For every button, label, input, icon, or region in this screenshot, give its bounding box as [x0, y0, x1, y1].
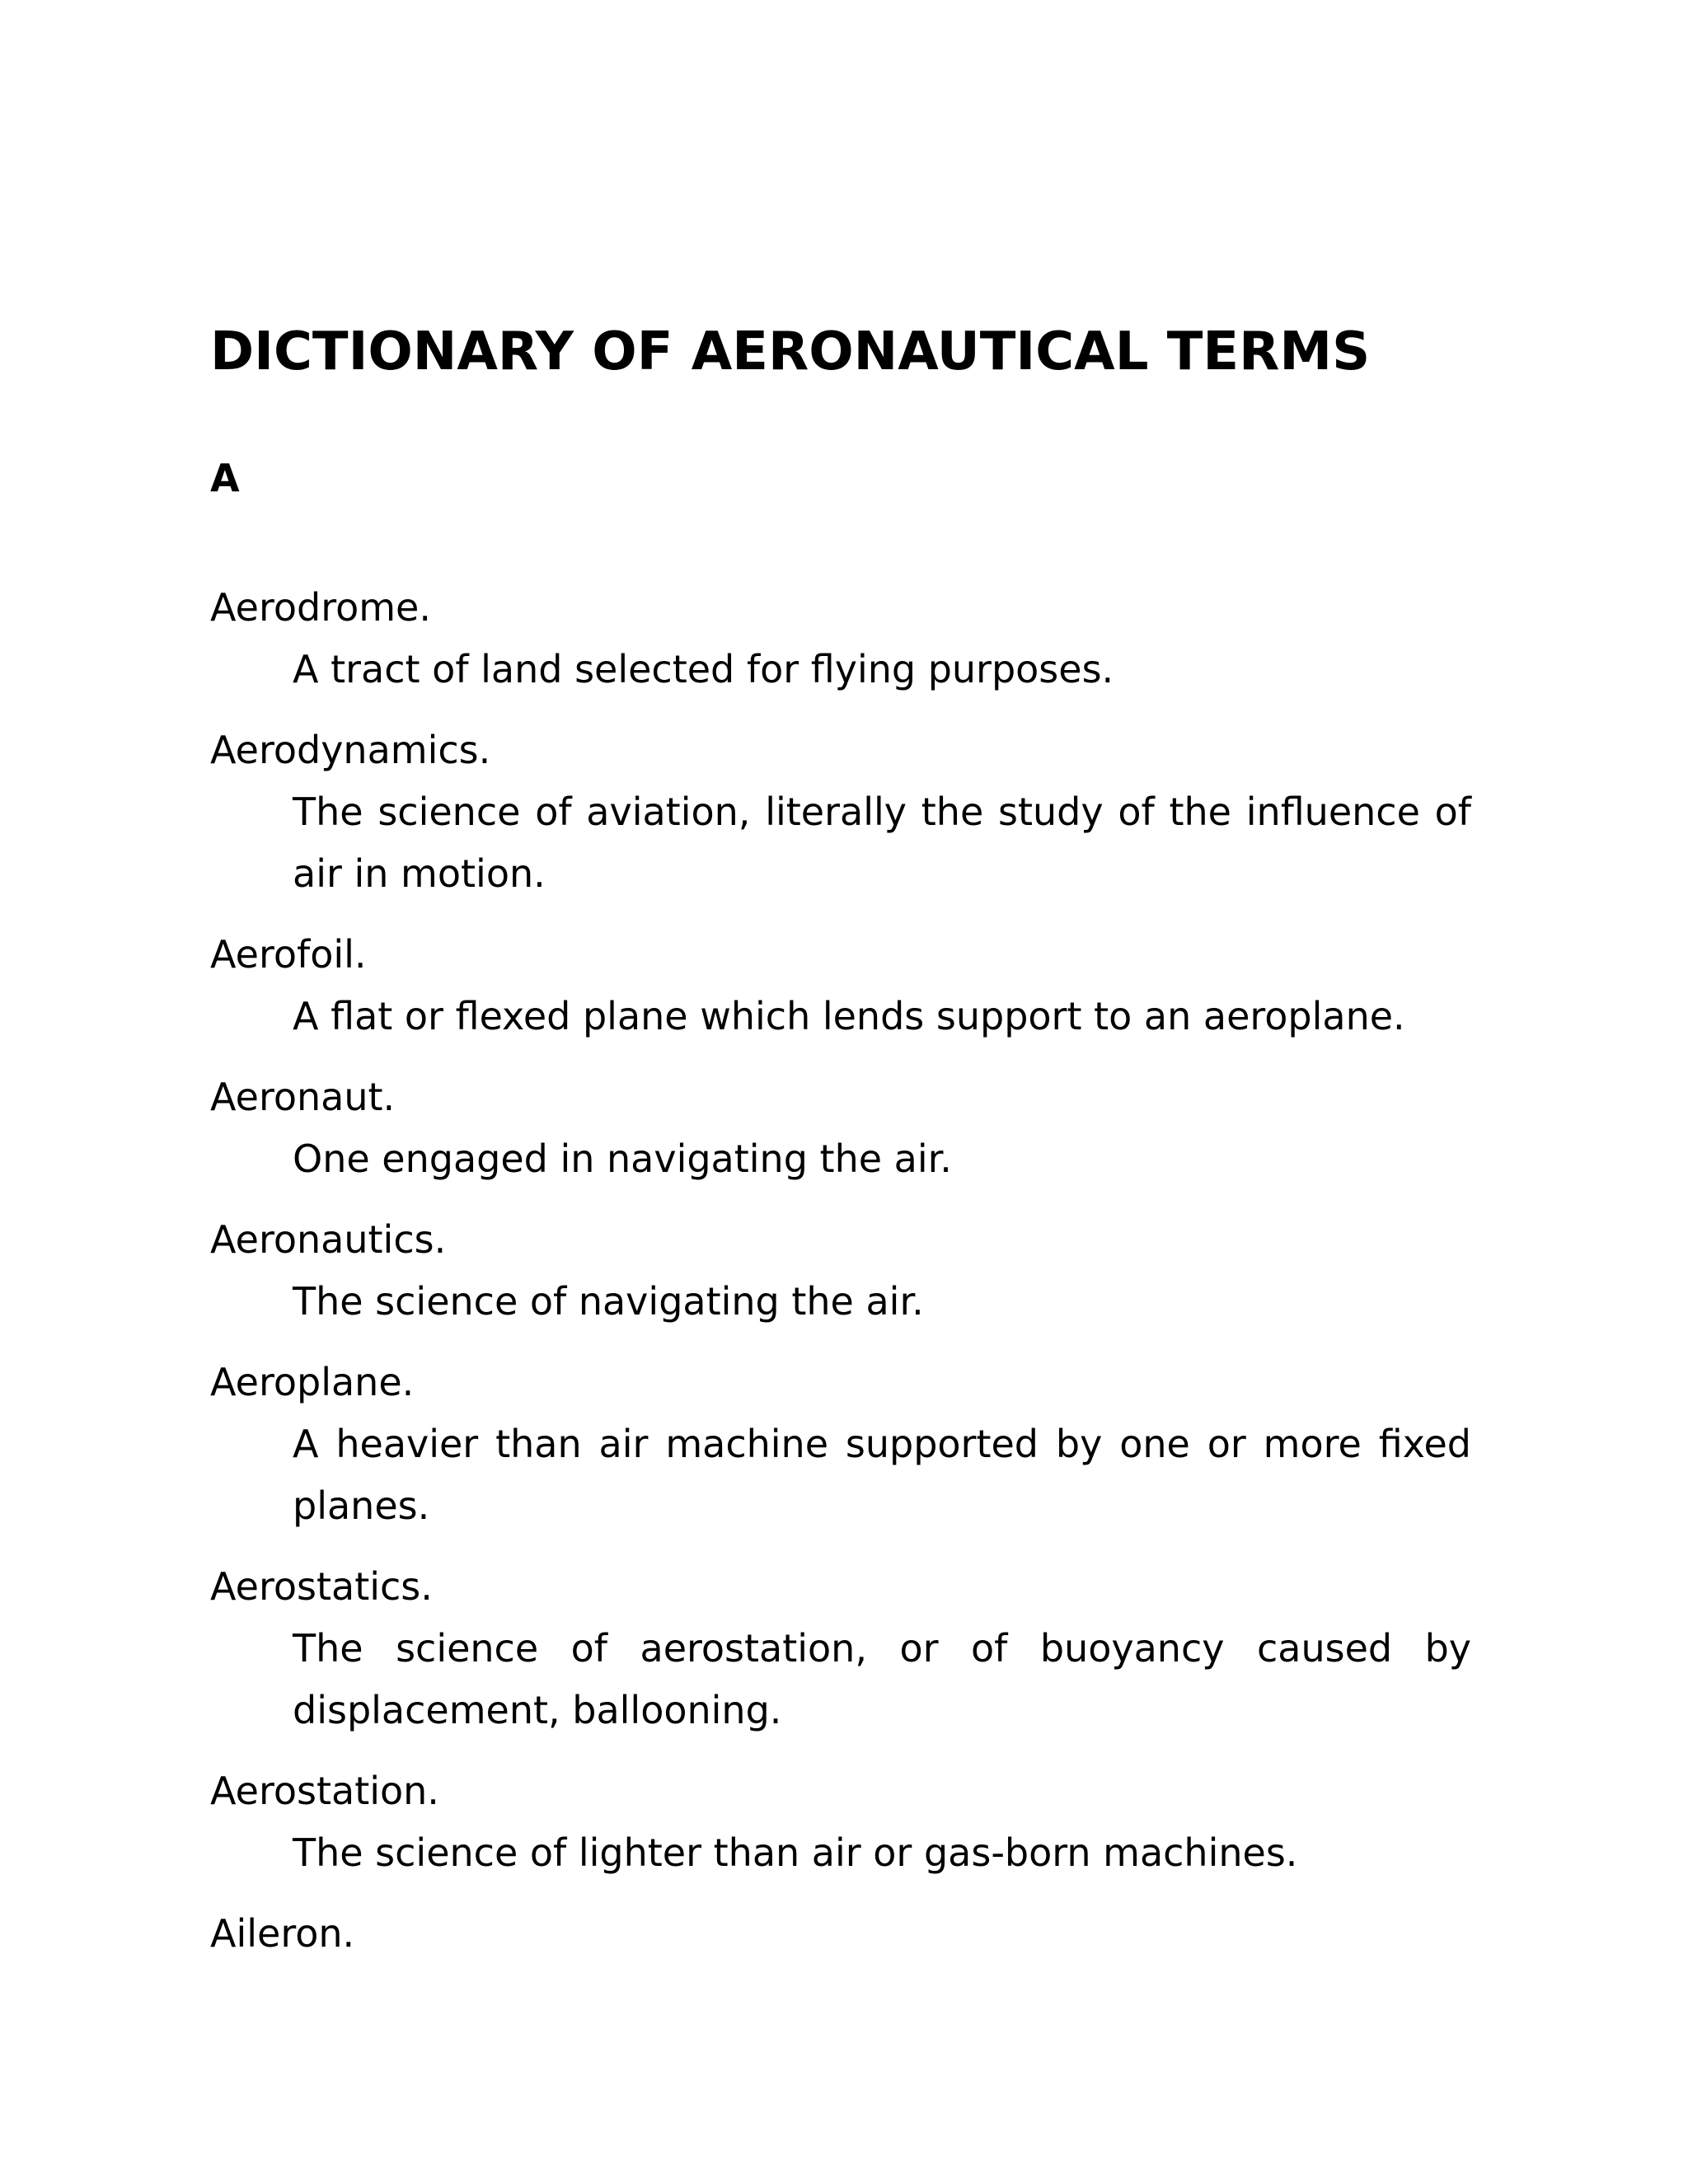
entry-term: Aeronautics. [210, 1217, 447, 1262]
entry-term: Aerostatics. [210, 1564, 433, 1609]
glossary-entries [210, 577, 1471, 1984]
entry-term: Aerostation. [210, 1769, 439, 1813]
entry-term: Aerofoil. [210, 932, 367, 977]
glossary-entry [210, 924, 1471, 1047]
entry-term: Aerodynamics. [210, 728, 491, 772]
entry-term: Aileron. [210, 1911, 355, 1956]
section-letter-heading: A [210, 456, 240, 500]
entry-term: Aeronaut. [210, 1075, 396, 1119]
document-page [210, 0, 1471, 2184]
entry-term: Aerodrome. [210, 585, 431, 630]
glossary-entry [210, 1760, 1471, 1884]
entry-definition: The science of navigating the air. [293, 1279, 924, 1324]
glossary-entry [210, 1209, 1471, 1333]
entry-definition: The science of aviation, literally the study of the influence of air in motion. [293, 790, 1471, 896]
entry-definition: A tract of land selected for flying purposes. [293, 647, 1114, 691]
glossary-entry [210, 1066, 1471, 1190]
entry-definition: One engaged in navigating the air. [293, 1137, 952, 1181]
entry-definition: The science of lighter than air or gas-born machines. [293, 1830, 1298, 1875]
entry-definition: A flat or flexed plane which lends support to an aeroplane. [293, 994, 1405, 1038]
entry-definition: The science of aerostation, or of buoyancy caused by displacement, ballooning. [293, 1626, 1471, 1732]
glossary-entry [210, 719, 1471, 905]
glossary-entry [210, 1903, 1471, 1965]
glossary-entry [210, 577, 1471, 701]
document-title: DICTIONARY OF AERONAUTICAL TERMS [210, 321, 1371, 382]
entry-definition: A heavier than air machine supported by one or more fixed planes. [293, 1422, 1471, 1528]
glossary-entry [210, 1352, 1471, 1537]
glossary-entry [210, 1556, 1471, 1741]
entry-term: Aeroplane. [210, 1360, 415, 1404]
